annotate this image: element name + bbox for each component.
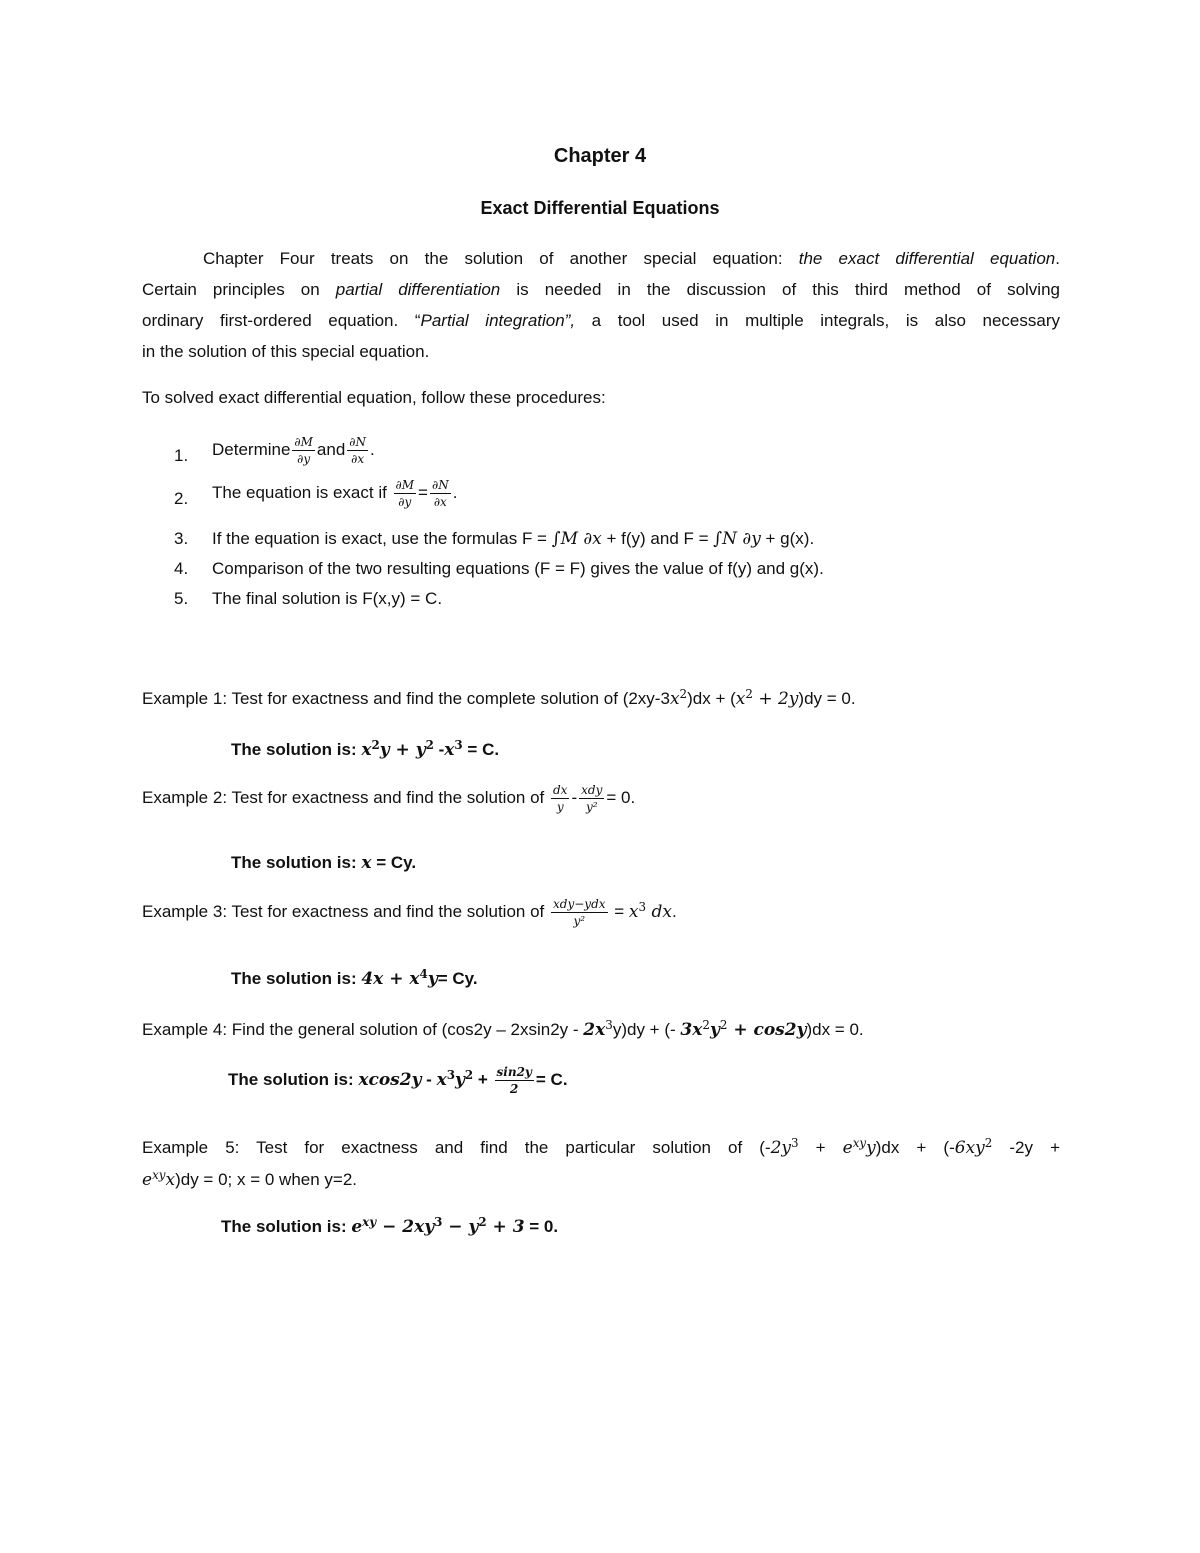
math: y [427, 969, 438, 989]
step-text: . [452, 482, 458, 502]
intro-text: is needed in the discussion of this third method of solving [500, 280, 1060, 299]
fraction [430, 479, 451, 508]
example-text: Test for exactness and find the particular solution of (- [256, 1138, 771, 1157]
step-number: 5. [174, 589, 189, 608]
intro-line-3 [142, 305, 1060, 336]
fraction-denominator: y² [573, 914, 586, 928]
step-3 [212, 529, 814, 549]
fraction-numerator: dx [553, 783, 568, 797]
step-number: 3. [174, 529, 189, 548]
exponent: 2 [719, 1018, 728, 1033]
exponent: 3 [454, 738, 463, 753]
fraction-denominator: ∂x [351, 452, 365, 466]
exponent: 2 [984, 1136, 993, 1151]
step-text: The equation is exact if [212, 482, 392, 502]
math: xcos2y [358, 1069, 422, 1090]
step-5: The final solution is F(x,y) = C. [212, 589, 443, 608]
math: y [709, 1020, 720, 1040]
example-text: + [798, 1138, 843, 1157]
example-text: )dy = 0. [798, 689, 856, 708]
solution-text: = Cy. [437, 969, 478, 988]
example-text: . [671, 901, 677, 921]
fraction-denominator: y² [585, 800, 598, 814]
exponent: 2 [478, 1215, 487, 1230]
exponent: xy [362, 1215, 377, 1230]
step-text: Determine [212, 439, 291, 459]
example-2 [142, 784, 635, 813]
intro-paragraph [142, 243, 1060, 367]
math: 4x + x [361, 969, 420, 989]
example-text: )dx = 0. [806, 1020, 864, 1039]
step-number: 2. [174, 489, 189, 508]
exponent: 2 [679, 687, 688, 702]
exponent: 3 [638, 900, 647, 915]
math: + 2y [752, 689, 799, 709]
example-text: Find the general solution of (cos2y – 2xsin2y - [231, 1020, 584, 1039]
example-text: )dx + (- [875, 1138, 955, 1157]
intro-emphasis: Partial integration”, [420, 311, 576, 330]
fraction [551, 784, 569, 813]
intro-text: ordinary first-ordered equation. “ [142, 311, 421, 330]
example-text: Test for exactness and find the complete solution of (2xy-3 [231, 689, 670, 708]
example-3-solution [231, 969, 478, 989]
fraction-denominator: 2 [510, 1082, 519, 1096]
fraction-denominator: ∂y [297, 452, 311, 466]
fraction [292, 436, 315, 465]
example-text: = 0. [606, 787, 636, 807]
example-1 [142, 689, 856, 709]
chapter-title: Chapter 4 [553, 145, 647, 167]
fraction-numerator: xdy [581, 783, 603, 797]
example-text: y)dy + (- [612, 1020, 681, 1039]
example-label: Example 1: [142, 689, 232, 708]
solution-text: = C. [535, 1069, 568, 1089]
fraction [579, 784, 604, 813]
example-label: Example 5: [142, 1138, 257, 1157]
math: e [351, 1217, 363, 1237]
math: x [165, 1170, 176, 1190]
example-5-line-2 [142, 1164, 1060, 1196]
fraction-denominator: y [556, 800, 564, 814]
intro-line-2 [142, 274, 1060, 305]
fraction-numerator: sin2y [496, 1065, 532, 1079]
math-integral: ∫M ∂x [551, 529, 602, 549]
step-text: . [370, 439, 375, 459]
step-4: Comparison of the two resulting equations (F = F) gives the value of f(y) and g(x). [212, 559, 824, 578]
step-text: + g(x). [760, 529, 815, 548]
example-5-line-1 [142, 1132, 1060, 1164]
step-text: and [316, 439, 346, 459]
math: y [454, 1069, 465, 1090]
math: dx [646, 901, 672, 922]
solution-text: - [421, 1069, 437, 1089]
step-number: 4. [174, 559, 189, 578]
fraction-numerator: xdy−ydx [553, 897, 606, 911]
example-text: Test for exactness and find the solution of [231, 901, 549, 921]
example-4-solution [228, 1066, 568, 1095]
solution-text: - [433, 740, 445, 759]
math: 3x [680, 1020, 703, 1040]
math-integral: ∫N ∂y [713, 529, 761, 549]
solution-text: = 0. [524, 1217, 559, 1236]
exponent: 2 [702, 1018, 710, 1033]
step-text: + f(y) and F = [601, 529, 714, 548]
math: e [142, 1170, 153, 1190]
fraction [394, 479, 417, 508]
example-label: Example 3: [142, 901, 232, 921]
intro-text: Certain principles on [142, 280, 336, 299]
math: + cos2y [727, 1020, 807, 1040]
exponent: xy [152, 1168, 166, 1183]
math: 2x [583, 1020, 606, 1040]
step-2 [212, 479, 457, 508]
example-3 [142, 898, 677, 927]
fraction-denominator: ∂y [398, 495, 412, 509]
solution-label: The solution is: [231, 740, 357, 759]
intro-emphasis: partial differentiation [335, 280, 501, 299]
exponent: 2 [745, 687, 753, 702]
intro-emphasis: the exact differential equation [798, 249, 1056, 268]
example-text: - [571, 787, 578, 807]
example-2-solution [231, 853, 416, 873]
exponent: 2 [371, 738, 380, 753]
exponent: 4 [419, 967, 428, 982]
example-text: )dx + ( [687, 689, 736, 708]
math: x [361, 740, 372, 760]
example-text: -2y + [992, 1138, 1060, 1157]
solution-text: + [473, 1069, 493, 1089]
solution-label: The solution is: [228, 1069, 354, 1089]
exponent: 3 [605, 1018, 613, 1033]
math: y + y [379, 740, 426, 760]
step-1 [212, 436, 375, 465]
example-text: )dy = 0; x = 0 when y=2. [175, 1170, 358, 1189]
exponent: 3 [446, 1068, 455, 1083]
exponent: xy [852, 1136, 867, 1151]
exponent: 2 [425, 738, 434, 753]
example-text: = [609, 901, 629, 921]
fraction-numerator: ∂N [349, 435, 367, 449]
math: − y [442, 1217, 479, 1237]
solution-text: = Cy. [371, 853, 417, 872]
procedure-intro: To solved exact differential equation, follow these procedures: [142, 388, 606, 407]
intro-text: Chapter Four treats on the solution of another special equation: [203, 249, 799, 268]
fraction-numerator: ∂M [395, 478, 415, 492]
math: − 2xy [376, 1217, 435, 1237]
fraction [495, 1066, 534, 1095]
math: x [735, 689, 746, 709]
math: x [444, 740, 455, 760]
math: e [842, 1138, 853, 1158]
math: x [628, 901, 639, 922]
intro-text: . [1055, 249, 1060, 268]
example-label: Example 2: [142, 787, 232, 807]
example-5 [142, 1132, 1060, 1196]
fraction [551, 898, 608, 927]
step-text: If the equation is exact, use the formulas F = [212, 529, 552, 548]
fraction-denominator: ∂x [433, 495, 447, 509]
solution-label: The solution is: [231, 969, 357, 988]
chapter-subtitle: Exact Differential Equations [480, 198, 720, 218]
math: x [361, 853, 372, 873]
math: x [669, 689, 680, 709]
intro-line-4: in the solution of this special equation. [142, 342, 430, 361]
exponent: 2 [464, 1068, 474, 1083]
step-number: 1. [174, 446, 189, 465]
math: x [436, 1069, 447, 1090]
step-text: = [418, 482, 428, 502]
fraction-numerator: ∂M [294, 435, 313, 449]
example-5-solution [221, 1217, 558, 1237]
fraction [347, 436, 368, 465]
math: + 3 [486, 1217, 525, 1237]
solution-text: = C. [462, 740, 500, 759]
solution-label: The solution is: [231, 853, 357, 872]
solution-label: The solution is: [221, 1217, 347, 1236]
math: 6xy [954, 1138, 985, 1158]
fraction-numerator: ∂N [431, 478, 449, 492]
example-text: Test for exactness and find the solution of [231, 787, 549, 807]
exponent: 3 [791, 1136, 799, 1151]
exponent: 3 [434, 1215, 443, 1230]
example-1-solution [231, 740, 499, 760]
example-label: Example 4: [142, 1020, 232, 1039]
math: y [866, 1138, 876, 1158]
math: 2y [770, 1138, 792, 1158]
intro-line-1 [142, 243, 1060, 274]
example-4 [142, 1020, 864, 1040]
intro-text: a tool used in multiple integrals, is also necessary [575, 311, 1061, 330]
